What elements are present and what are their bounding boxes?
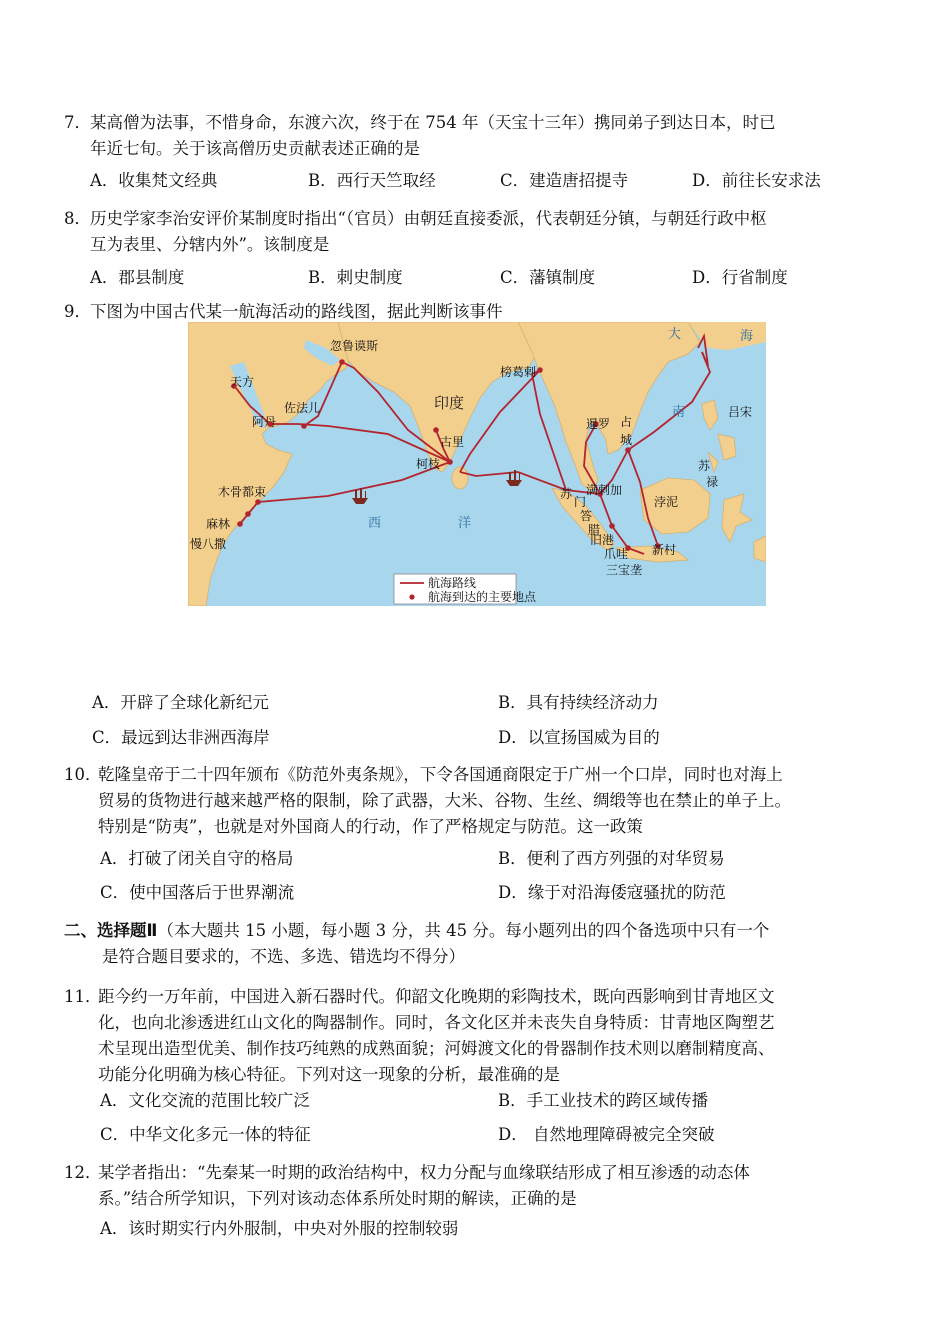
option-c[interactable]: C．最远到达非洲西海岸 <box>92 728 270 747</box>
legend-point-dot <box>409 594 414 599</box>
point-champa <box>625 447 631 453</box>
legend-point: 航海到达的主要地点 <box>428 590 537 604</box>
question-number: 7． <box>64 113 91 132</box>
question-stem-line: 距今约一万年前，中国进入新石器时代。仰韶文化晚期的彩陶技术，既向西影响到甘青地区文 <box>98 987 775 1006</box>
question-stem-line: 特别是“防夷”，也就是对外国商人的行动，作了严格规定与防范。这一政策 <box>98 817 643 836</box>
option-a[interactable]: A．文化交流的范围比较广泛 <box>100 1091 310 1110</box>
question-stem-line: 贸易的货物进行越来越严格的限制，除了武器，大米、谷物、生丝、绸缎等也在禁止的单子上。 <box>98 791 791 810</box>
label-mogadishu: 木骨都束 <box>218 485 267 499</box>
label-champa-2: 城 <box>620 433 633 447</box>
label-aden: 阿丹 <box>252 415 277 429</box>
region-big: 大 <box>668 327 682 342</box>
option-d[interactable]: D．以宣扬国威为目的 <box>498 728 660 747</box>
question-number: 9． <box>64 302 91 321</box>
point-zufar <box>301 423 307 429</box>
option-b[interactable]: B．西行天竺取经 <box>308 171 436 190</box>
label-sumatra-3: 答 <box>580 509 593 523</box>
region-india: 印度 <box>434 394 465 412</box>
question-stem-line: 某学者指出：“先秦某一时期的政治结构中，权力分配与血缘联结形成了相互渗透的动态体 <box>98 1163 750 1182</box>
region-west1: 西 <box>368 516 382 531</box>
option-c[interactable]: C．建造唐招提寺 <box>500 171 629 190</box>
question-stem-line: 功能分化明确为核心特征。下列对这一现象的分析，最准确的是 <box>98 1065 560 1084</box>
options-q10-row1 <box>92 846 892 872</box>
question-10 <box>64 762 894 840</box>
question-8 <box>64 206 894 258</box>
section-desc-line2: 是符合题目要求的，不选、多选、错选均不得分） <box>102 947 465 966</box>
section-desc: （本大题共 15 小题，每小题 3 分，共 45 分。每小题列出的四个备选项中只有一个 <box>157 921 770 940</box>
label-hormuz: 忽鲁谟斯 <box>330 339 379 353</box>
option-a[interactable]: A．该时期实行内外服制，中央对外服的控制较弱 <box>100 1219 459 1238</box>
question-11 <box>64 984 894 1088</box>
legend-route: 航海路线 <box>428 576 477 590</box>
label-zufar: 佐法儿 <box>284 401 321 415</box>
label-tuban: 新村 <box>652 543 677 557</box>
label-mombasa: 慢八撒 <box>190 537 227 551</box>
option-c[interactable]: C．使中国落后于世界潮流 <box>100 883 295 902</box>
options-q7 <box>90 168 890 194</box>
label-cochin: 柯枝 <box>416 457 441 471</box>
question-number: 12． <box>64 1163 102 1182</box>
point-mombasa <box>237 521 243 527</box>
options-q10-row2 <box>92 880 892 906</box>
label-sumatra-2: 门 <box>574 495 587 509</box>
point-palembang <box>609 523 615 529</box>
map-legend <box>394 574 537 604</box>
label-malacca: 满剌加 <box>586 483 623 497</box>
point-cochin <box>447 459 453 465</box>
section-title: 二、选择题Ⅱ <box>64 921 158 940</box>
options-q9-row1 <box>92 690 892 716</box>
option-c[interactable]: C．藩镇制度 <box>500 268 596 287</box>
label-mecca: 天方 <box>230 375 255 389</box>
option-a[interactable]: A．打破了闭关自守的格局 <box>100 849 294 868</box>
options-q11-row1 <box>92 1088 892 1114</box>
label-malindi: 麻林 <box>206 517 231 531</box>
section-2-header <box>64 918 894 970</box>
label-sumatra-4: 腊 <box>588 523 601 537</box>
options-q11-row2 <box>92 1122 892 1148</box>
question-stem-line: 化，也向北渗透进红山文化的陶器制作。同时，各文化区并未丧失自身特质：甘青地区陶塑艺 <box>98 1013 775 1032</box>
question-12 <box>64 1160 894 1212</box>
option-d[interactable]: D．前往长安求法 <box>692 171 821 190</box>
point-malindi <box>245 511 251 517</box>
region-west2: 洋 <box>458 516 472 531</box>
question-number: 8． <box>64 209 91 228</box>
question-stem-line: 年近七旬。关于该高僧历史贡献表述正确的是 <box>90 139 420 158</box>
question-stem-line: 某高僧为法事，不惜身命，东渡六次，终于在 754 年（天宝十三年）携同弟子到达日本，时已 <box>90 113 776 132</box>
option-d[interactable]: D．行省制度 <box>692 268 788 287</box>
label-semarang: 三宝垄 <box>606 563 643 577</box>
point-hormuz <box>339 359 345 365</box>
option-d[interactable]: D．缘于对沿海倭寇骚扰的防范 <box>498 883 726 902</box>
question-stem-line: 互为表里、分辖内外”。该制度是 <box>90 235 330 254</box>
point-mogadishu <box>255 499 261 505</box>
option-a[interactable]: A．收集梵文经典 <box>90 171 218 190</box>
option-b[interactable]: B．刺史制度 <box>308 268 403 287</box>
label-borneo: 浡泥 <box>654 495 679 509</box>
point-bengal <box>537 367 543 373</box>
question-number: 11． <box>64 987 102 1006</box>
label-sumatra-1: 苏 <box>560 487 573 501</box>
label-java: 爪哇 <box>604 547 629 561</box>
point-calicut <box>433 427 439 433</box>
region-sea: 海 <box>740 329 754 344</box>
question-stem-line: 术呈现出造型优美、制作技巧纯熟的成熟面貌；河姆渡文化的骨器制作技术则以磨制精度高、 <box>98 1039 775 1058</box>
voyage-route-map <box>188 322 766 606</box>
question-stem-line: 下图为中国古代某一航海活动的路线图，据此判断该事件 <box>90 302 503 321</box>
label-sulu-2: 禄 <box>706 475 719 489</box>
label-luzon: 吕宋 <box>728 405 753 419</box>
label-siam: 暹罗 <box>586 417 611 431</box>
label-palembang: 旧港 <box>590 533 615 547</box>
option-b[interactable]: B．手工业技术的跨区域传播 <box>498 1091 709 1110</box>
question-stem-line: 乾隆皇帝于二十四年颁布《防范外夷条规》，下令各国通商限定于广州一个口岸，同时也对海上 <box>98 765 783 784</box>
option-a[interactable]: A．郡县制度 <box>90 268 185 287</box>
question-stem-line: 历史学家李治安评价某制度时指出“（官员）由朝廷直接委派，代表朝廷分镇，与朝廷行政中枢 <box>90 209 767 228</box>
label-champa-1: 占 <box>620 415 633 429</box>
options-q9-row2 <box>92 725 892 751</box>
options-q8 <box>90 265 890 291</box>
question-number: 10． <box>64 765 102 784</box>
question-7 <box>64 110 894 162</box>
label-calicut: 古里 <box>440 435 465 449</box>
option-c[interactable]: C．中华文化多元一体的特征 <box>100 1125 311 1144</box>
region-south: 南 <box>672 405 686 420</box>
options-q12-row1 <box>92 1216 892 1242</box>
label-bengal: 榜葛剌 <box>500 365 537 379</box>
option-d[interactable]: D． 自然地理障碍被完全突破 <box>498 1125 715 1144</box>
question-stem-line: 系。”结合所学知识，下列对该动态体系所处时期的解读，正确的是 <box>98 1189 577 1208</box>
option-b[interactable]: B．便利了西方列强的对华贸易 <box>498 849 725 868</box>
label-sulu-1: 苏 <box>698 459 711 473</box>
option-a[interactable]: A．开辟了全球化新纪元 <box>92 693 269 712</box>
option-b[interactable]: B．具有持续经济动力 <box>498 693 659 712</box>
